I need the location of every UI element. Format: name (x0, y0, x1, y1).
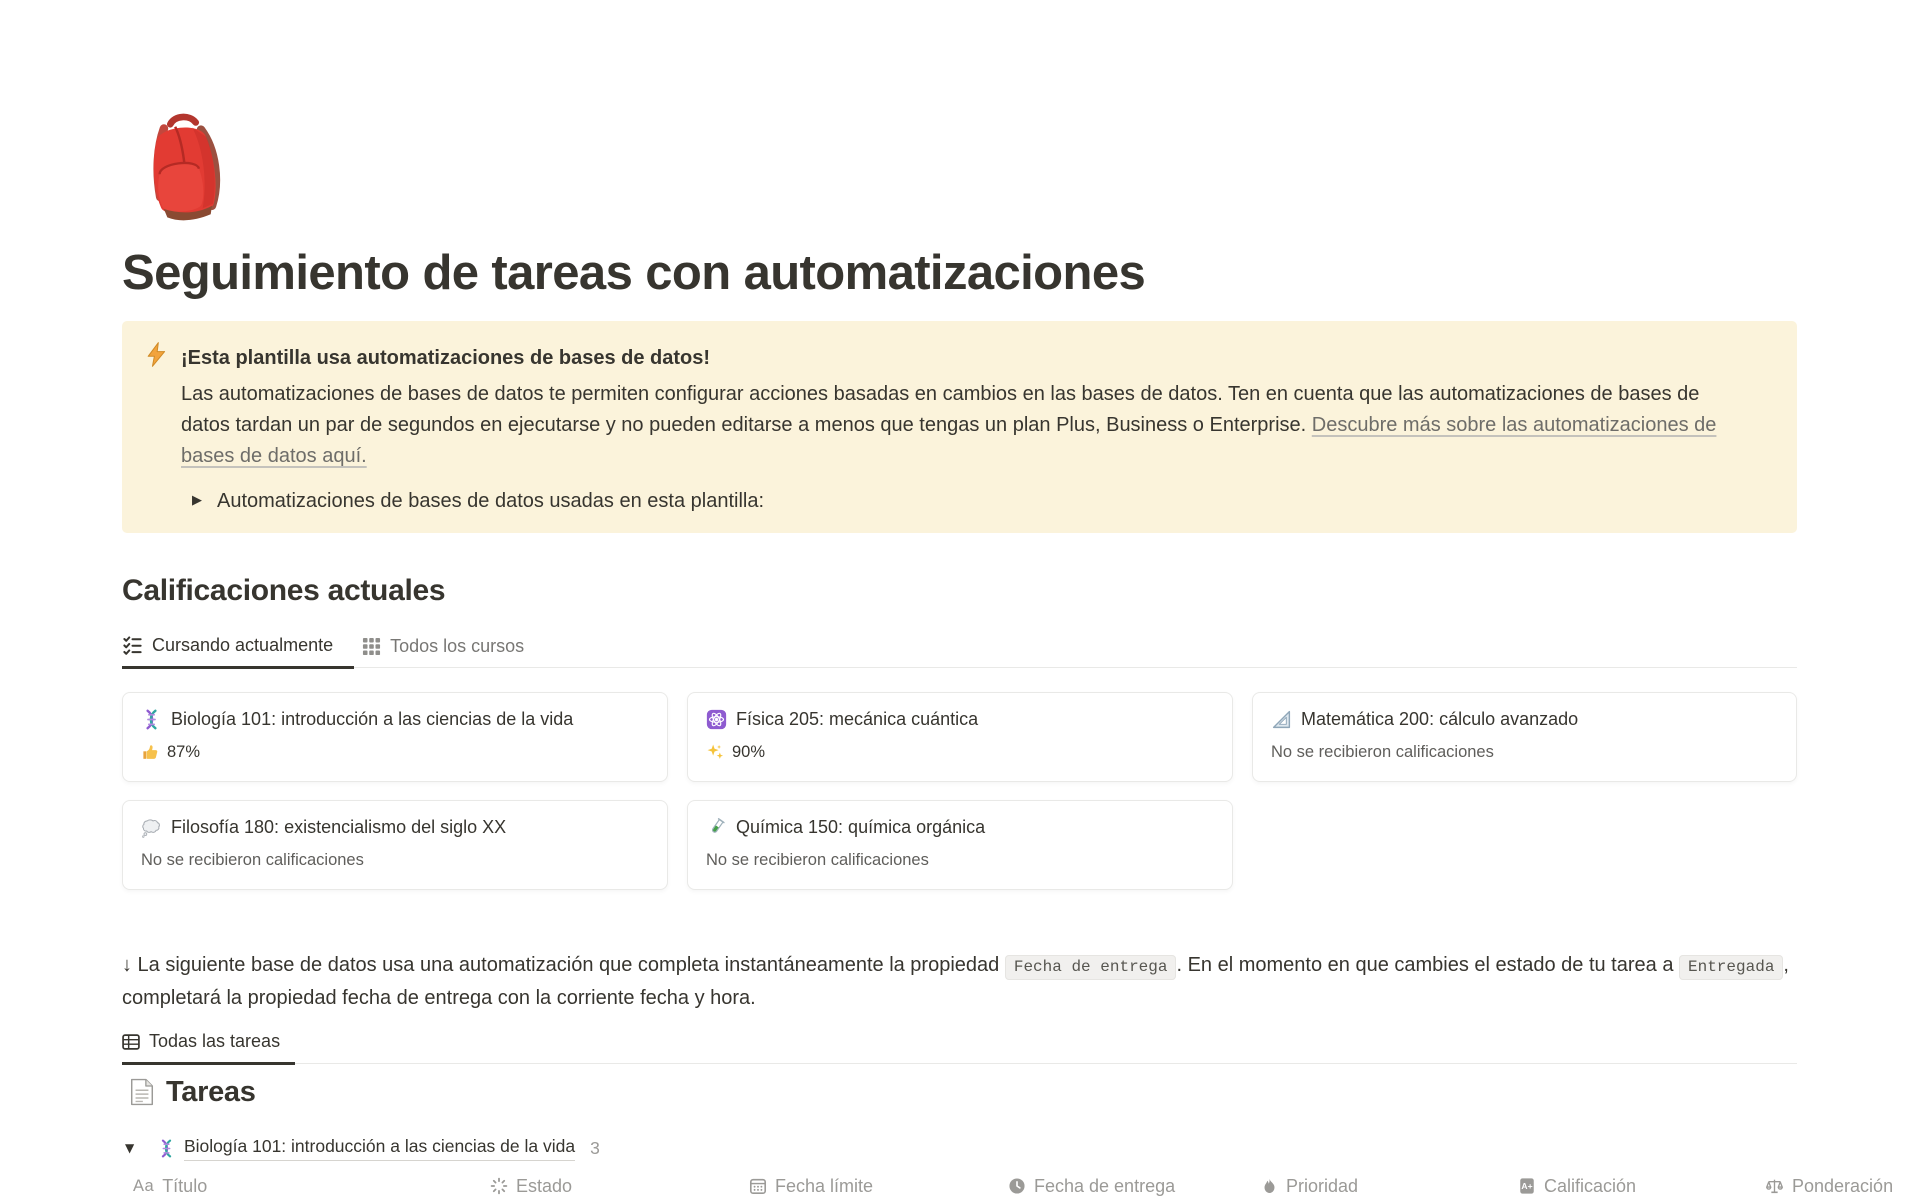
atom-icon (706, 709, 727, 730)
grades-heading: Calificaciones actuales (122, 574, 446, 607)
down-arrow-icon: ↓ (122, 954, 132, 976)
column-header-ponderacion[interactable] (1765, 1173, 1893, 1199)
tasks-table-header (0, 1173, 1920, 1199)
group-title-link[interactable]: Biología 101: introducción a las ciencias de la vida (184, 1135, 575, 1161)
tab-todas-las-tareas[interactable] (122, 1031, 295, 1065)
automation-callout (122, 321, 1797, 533)
grade-badge-icon (1518, 1177, 1536, 1195)
high-voltage-icon (143, 341, 170, 373)
card-grade: No se recibieron calificaciones (141, 851, 364, 869)
column-label: Prioridad (1286, 1176, 1359, 1196)
automation-note[interactable] (122, 950, 1804, 1014)
card-title: Química 150: química orgánica (736, 817, 986, 837)
note-text: La siguiente base de datos usa una automatización que completa instantáneamente la propiedad (132, 954, 1005, 976)
calendar-icon (749, 1177, 767, 1195)
toggle-right-icon: ▶ (192, 493, 202, 508)
title-text-icon: Aa (133, 1177, 155, 1195)
course-card-biologia[interactable] (122, 692, 668, 782)
column-header-fecha-limite[interactable] (749, 1173, 873, 1199)
backpack-icon (129, 110, 233, 228)
grades-view-tabs (122, 631, 1797, 668)
tab-label: Todas las tareas (149, 1031, 281, 1051)
callout-body (181, 379, 1743, 472)
callout-text: Las automatizaciones de bases de datos te permiten configurar acciones basadas en cambios en las bases de datos. Ten en cuenta que las automatizaciones de bases de datos tardan un par de segundos en ejecutarse y no pueden editarse a menos que tengas un plan Plus, Business o Enterprise. (181, 383, 1700, 436)
course-card-quimica[interactable] (687, 800, 1233, 890)
test-tube-icon (706, 817, 727, 838)
sparkles-icon (706, 743, 725, 762)
column-label: Calificación (1544, 1176, 1637, 1196)
card-grade: 87% (167, 743, 201, 761)
course-card-filosofia[interactable] (122, 800, 668, 890)
card-title: Física 205: mecánica cuántica (736, 709, 979, 729)
flame-icon (1261, 1177, 1278, 1195)
card-grade: 90% (732, 743, 766, 761)
status-spinner-icon (490, 1177, 508, 1195)
gallery-view-icon (362, 637, 381, 656)
code-chip-fecha-de-entrega: Fecha de entrega (1005, 955, 1177, 980)
column-label: Estado (516, 1176, 573, 1196)
group-count: 3 (590, 1137, 600, 1158)
column-label: Fecha de entrega (1034, 1176, 1176, 1196)
svg-text:A+: A+ (1521, 1181, 1533, 1192)
callout-toggle-label: Automatizaciones de bases de datos usadas en esta plantilla: (217, 490, 765, 512)
note-text: , completará la propiedad fecha de entrega con la corriente fecha y hora. (122, 954, 1789, 1009)
column-label: Fecha límite (775, 1176, 874, 1196)
clock-icon (1008, 1177, 1026, 1195)
column-header-calificacion[interactable] (1518, 1173, 1636, 1199)
course-card-fisica[interactable] (687, 692, 1233, 782)
column-header-titulo[interactable] (133, 1173, 207, 1199)
course-card-matematica[interactable] (1252, 692, 1797, 782)
checklist-view-icon (122, 635, 143, 656)
page-icon-tareas (130, 1077, 154, 1107)
page-icon[interactable] (129, 110, 233, 228)
table-view-icon (122, 1033, 140, 1051)
tab-label: Todos los cursos (390, 636, 525, 656)
group-row-biologia (125, 1134, 600, 1162)
code-chip-entregada: Entregada (1679, 955, 1783, 980)
card-grade: No se recibieron calificaciones (1271, 743, 1494, 761)
callout-link[interactable]: Descubre más sobre las automatizaciones de bases de datos aquí. (181, 414, 1717, 467)
column-header-prioridad[interactable] (1261, 1173, 1358, 1199)
card-grade: No se recibieron calificaciones (706, 851, 929, 869)
tab-todos-los-cursos[interactable] (362, 636, 524, 667)
thumbs-up-icon (141, 743, 160, 762)
callout-toggle[interactable] (192, 488, 764, 514)
note-text: . En el momento en que cambies el estado de tu tarea a (1176, 954, 1679, 976)
column-label: Ponderación (1792, 1176, 1894, 1196)
tasks-view-tabs (122, 1028, 1797, 1064)
page-title[interactable]: Seguimiento de tareas con automatizaciones (122, 246, 1146, 300)
column-header-fecha-de-entrega[interactable] (1008, 1173, 1175, 1199)
tasks-db-title[interactable] (130, 1074, 256, 1110)
card-title: Biología 101: introducción a las ciencias de la vida (171, 709, 574, 729)
dna-icon (157, 1139, 176, 1158)
tab-cursando-actualmente[interactable] (122, 635, 354, 669)
column-header-estado[interactable] (490, 1173, 572, 1199)
toggle-down-icon[interactable]: ▼ (125, 1141, 135, 1155)
dna-icon (141, 709, 162, 730)
tasks-db-title-text: Tareas (166, 1076, 256, 1108)
column-label: Título (162, 1176, 208, 1196)
card-title: Matemática 200: cálculo avanzado (1301, 709, 1579, 729)
thought-balloon-icon (141, 817, 162, 838)
triangular-ruler-icon (1271, 709, 1292, 730)
scales-icon (1765, 1177, 1784, 1195)
tab-label: Cursando actualmente (152, 635, 334, 655)
callout-heading: ¡Esta plantilla usa automatizaciones de bases de datos! (181, 347, 711, 369)
card-title: Filosofía 180: existencialismo del siglo XX (171, 817, 507, 837)
